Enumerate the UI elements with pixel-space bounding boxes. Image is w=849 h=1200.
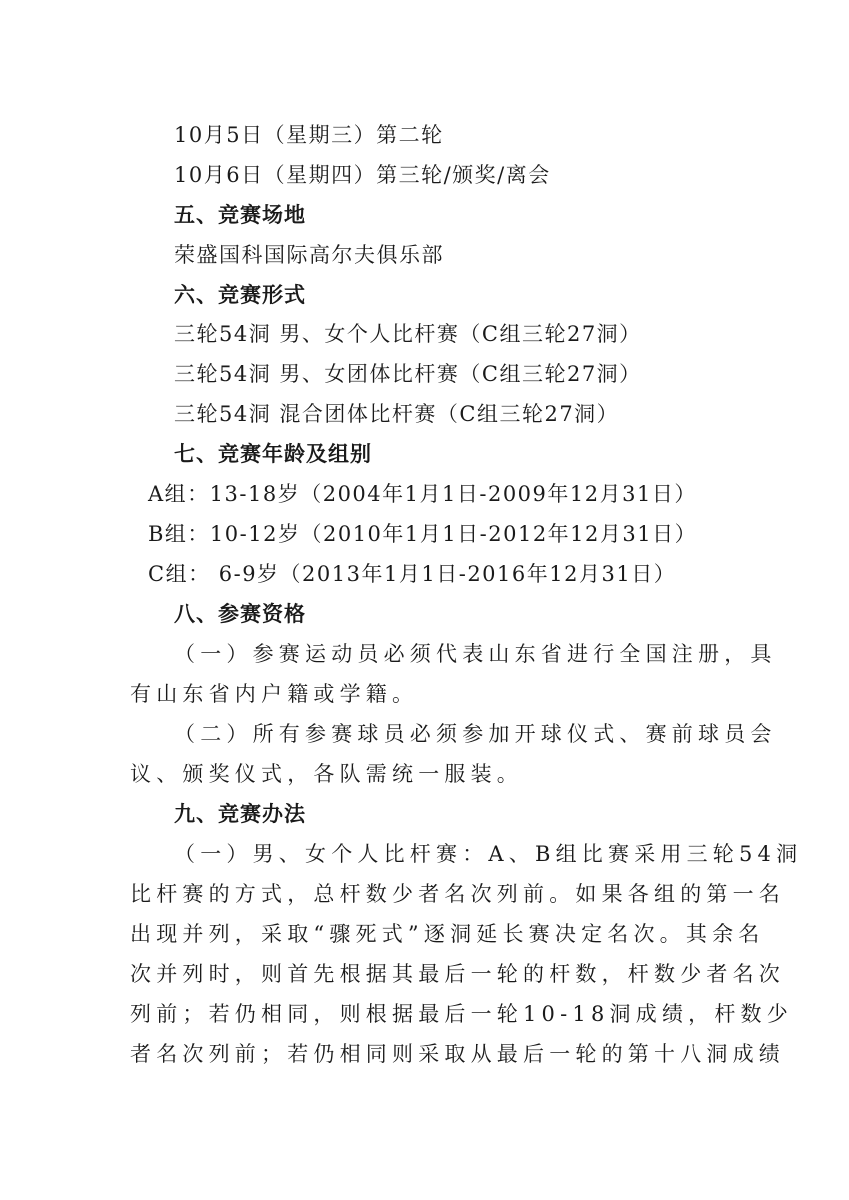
eligibility-paragraph-2-line-1: （二）所有参赛球员必须参加开球仪式、赛前球员会 xyxy=(174,722,777,746)
section-heading-format: 六、竞赛形式 xyxy=(174,283,306,307)
section-heading-eligibility: 八、参赛资格 xyxy=(174,602,306,626)
age-group-a: A组：13-18岁（2004年1月1日-2009年12月31日） xyxy=(148,482,697,506)
rules-line: 列前；若仍相同，则根据最后一轮10-18洞成绩，杆数少 xyxy=(130,1002,793,1026)
schedule-line-oct6: 10月6日（星期四）第三轮/颁奖/离会 xyxy=(174,163,551,187)
format-item: 三轮54洞 男、女个人比杆赛（C组三轮27洞） xyxy=(174,322,642,346)
venue-name: 荣盛国科国际高尔夫俱乐部 xyxy=(174,243,444,267)
age-group-c: C组： 6-9岁（2013年1月1日-2016年12月31日） xyxy=(148,562,677,586)
eligibility-paragraph-2-line-2: 议、颁奖仪式，各队需统一服装。 xyxy=(130,762,523,786)
format-item: 三轮54洞 混合团体比杆赛（C组三轮27洞） xyxy=(174,402,620,426)
schedule-line-oct5: 10月5日（星期三）第二轮 xyxy=(174,123,444,147)
section-heading-age-groups: 七、竞赛年龄及组别 xyxy=(174,442,372,466)
format-item: 三轮54洞 男、女团体比杆赛（C组三轮27洞） xyxy=(174,362,642,386)
rules-line: 出现并列，采取“骤死式”逐洞延长赛决定名次。其余名 xyxy=(130,922,765,946)
eligibility-paragraph-1-line-1: （一）参赛运动员必须代表山东省进行全国注册，具 xyxy=(174,642,777,666)
age-group-b: B组：10-12岁（2010年1月1日-2012年12月31日） xyxy=(148,522,698,546)
rules-line: 比杆赛的方式，总杆数少者名次列前。如果各组的第一名 xyxy=(130,882,785,906)
rules-line: 者名次列前；若仍相同则采取从最后一轮的第十八洞成绩 xyxy=(130,1042,785,1066)
rules-line: （一）男、女个人比杆赛：A、B组比赛采用三轮54洞 xyxy=(174,842,803,866)
section-heading-venue: 五、竞赛场地 xyxy=(174,203,306,227)
rules-line: 次并列时，则首先根据其最后一轮的杆数，杆数少者名次 xyxy=(130,962,785,986)
section-heading-rules: 九、竞赛办法 xyxy=(174,802,306,826)
eligibility-paragraph-1-line-2: 有山东省内户籍或学籍。 xyxy=(130,682,419,706)
